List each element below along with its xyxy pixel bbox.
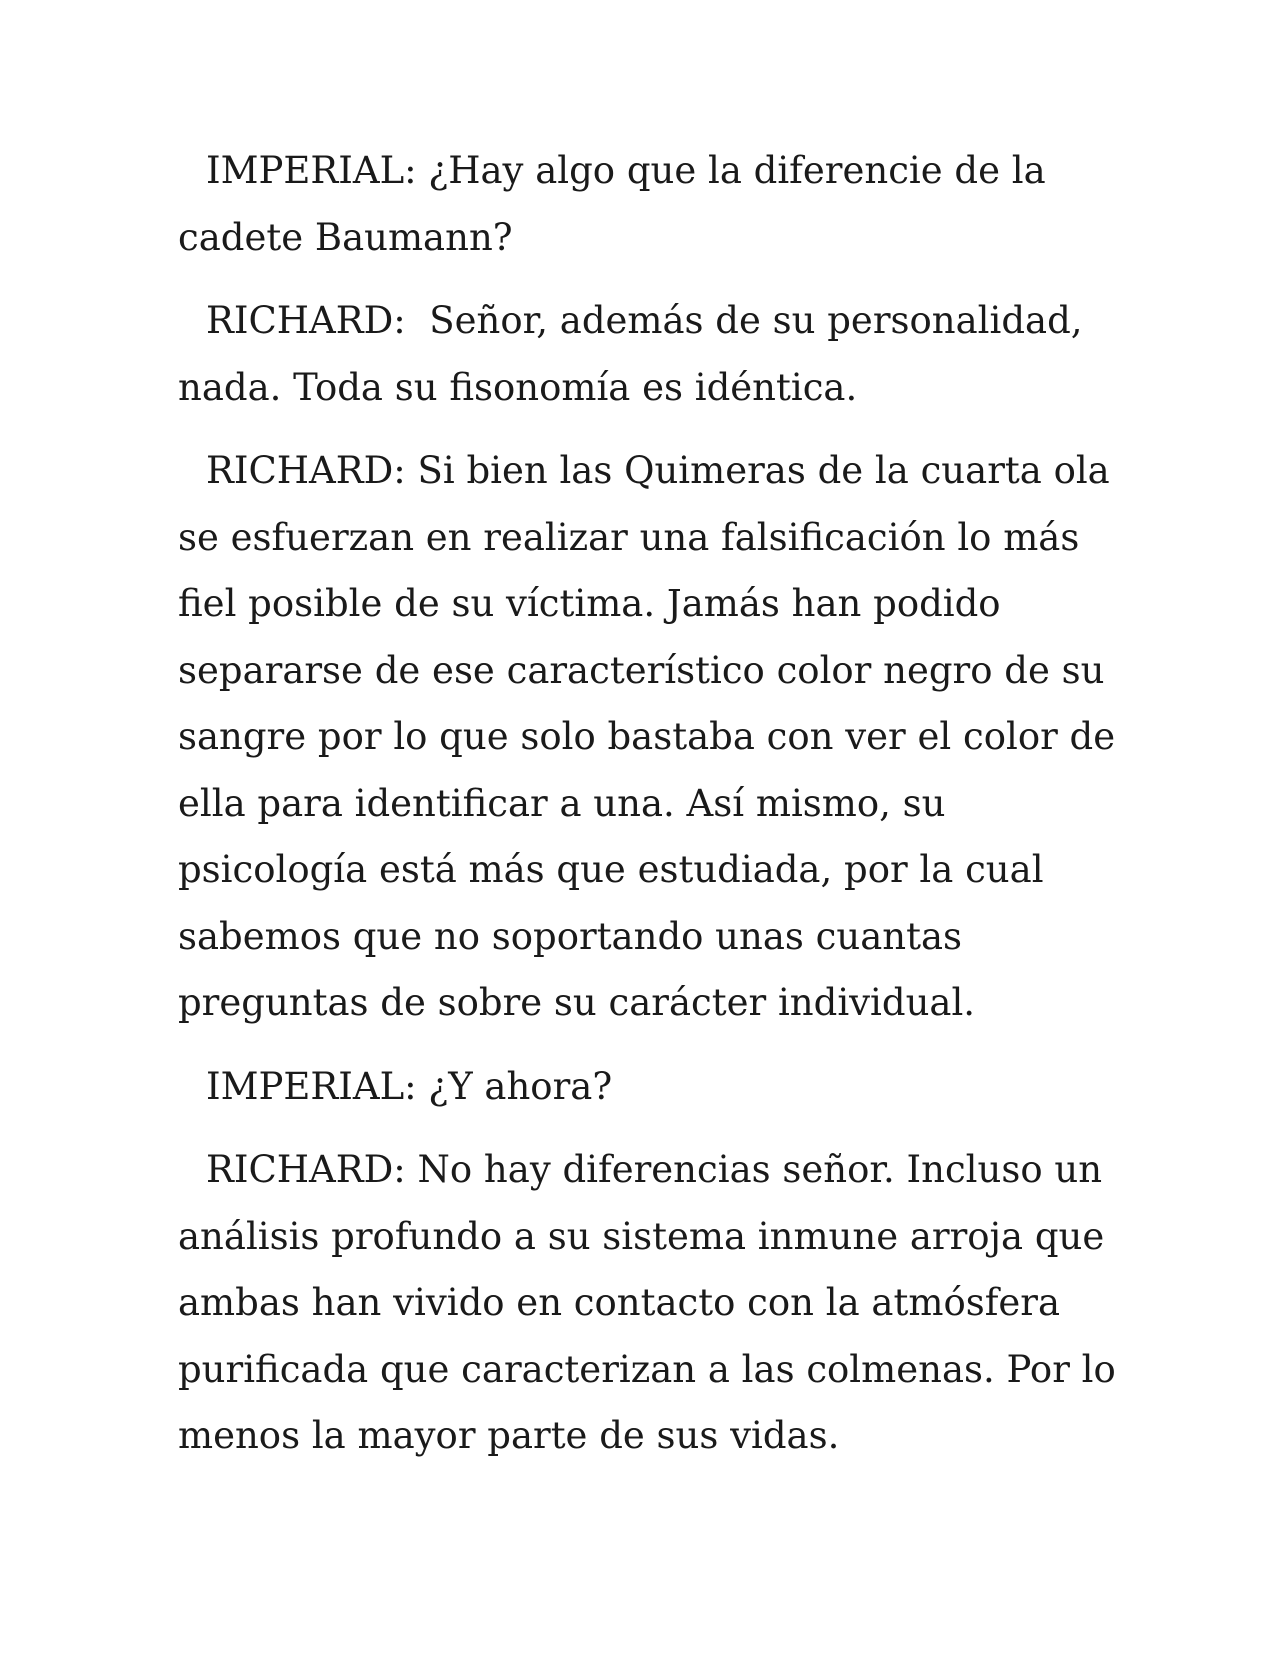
paragraph-richard-2 <box>178 438 1116 1037</box>
text-line: separarse de ese característico color negro de su <box>178 648 1105 692</box>
text-line: purificada que caracterizan a las colmenas. Por lo <box>178 1347 1116 1391</box>
text-line: RICHARD: Señor, además de su personalidad, <box>206 299 1083 342</box>
paragraph-richard-1 <box>178 288 1098 421</box>
text-line: ambas han vivido en contacto con la atmósfera <box>178 1281 1061 1324</box>
text-line: RICHARD: Si bien las Quimeras de la cuarta ola <box>206 449 1110 492</box>
paragraph-richard-3 <box>178 1137 1116 1470</box>
text-line: IMPERIAL: ¿Y ahora? <box>206 1064 613 1108</box>
text-line: cadete Baumann? <box>178 215 513 259</box>
text-line: nada. Toda su fisonomía es idéntica. <box>178 365 858 409</box>
text-line: RICHARD: No hay diferencias señor. Incluso un <box>206 1148 1103 1191</box>
text-line: sabemos que no soportando unas cuantas <box>178 914 962 958</box>
text-line: ella para identificar a una. Así mismo, su <box>178 781 946 825</box>
paragraph-imperial-2 <box>178 1054 1098 1121</box>
text-line: psicología está más que estudiada, por la cual <box>178 848 1044 891</box>
text-line: IMPERIAL: ¿Hay algo que la diferencie de la <box>206 149 1046 192</box>
text-line: preguntas de sobre su carácter individual. <box>178 981 976 1024</box>
document-page <box>178 138 1116 1487</box>
text-line: sangre por lo que solo bastaba con ver el color de <box>178 715 1116 758</box>
text-line: fiel posible de su víctima. Jamás han podido <box>178 582 1001 625</box>
text-line: se esfuerzan en realizar una falsificación lo más <box>178 515 1080 559</box>
text-line: análisis profundo a su sistema inmune arroja que <box>178 1214 1105 1258</box>
paragraph-imperial-1 <box>178 138 1098 271</box>
text-line: menos la mayor parte de sus vidas. <box>178 1414 840 1457</box>
